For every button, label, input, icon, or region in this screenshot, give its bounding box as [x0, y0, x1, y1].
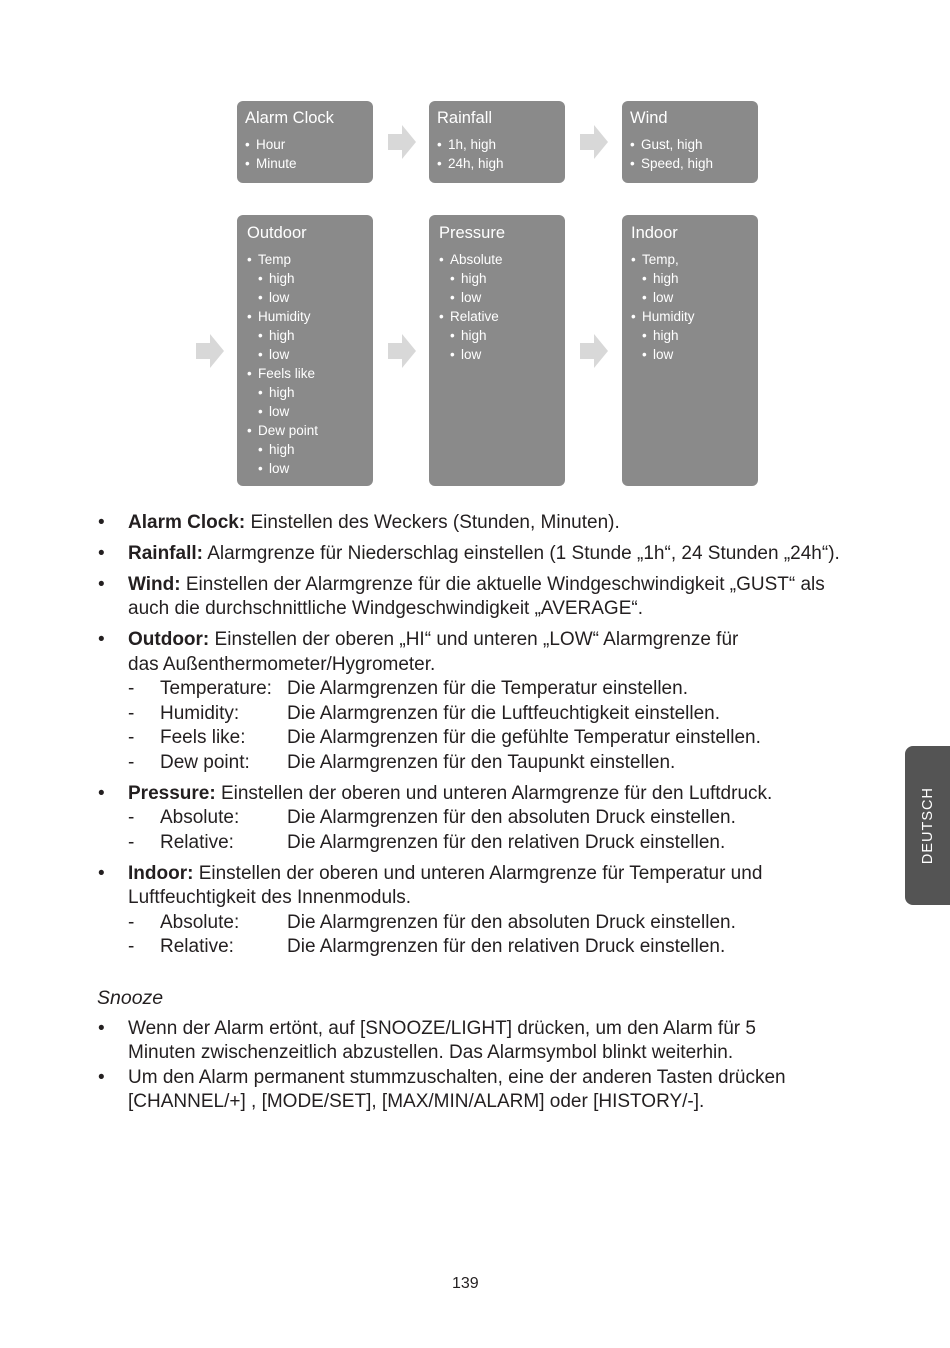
item-text: Einstellen der oberen und unteren Alarmgrenze für Temperatur und Luftfeuchtigkeit des Innenmoduls. [128, 862, 763, 909]
flow-box-item: • 24h, high [437, 154, 565, 173]
snooze-heading: Snooze [97, 987, 164, 1009]
flow-box-wind [622, 101, 758, 183]
language-side-tab [905, 746, 950, 905]
sub-item-text: Die Alarmgrenzen für die Temperatur einstellen. [287, 678, 688, 700]
flow-box-subitem: • high [247, 326, 373, 345]
flow-box-subitem: • low [631, 288, 758, 307]
list-item-pressure [128, 782, 898, 856]
list-item-wind [128, 573, 898, 622]
flow-box-item: • Relative [439, 307, 565, 326]
sub-item-label: Absolute: [160, 911, 240, 933]
flow-box-subitem: • low [439, 288, 565, 307]
arrow-right-icon [196, 334, 224, 368]
flow-box-item: • Temp [247, 250, 373, 269]
list-item-rainfall [128, 542, 898, 567]
sub-item-humidity [128, 702, 898, 727]
item-text: Einstellen der oberen „HI“ und unteren „LOW“ Alarmgrenze für das Außenthermometer/Hygrometer. [128, 628, 739, 675]
flow-box-subitem: • low [247, 345, 373, 364]
sub-item-text: Die Alarmgrenzen für die Luftfeuchtigkeit einstellen. [287, 702, 721, 724]
flow-box-subitem: • high [247, 269, 373, 288]
flow-box-item: • Humidity [247, 307, 373, 326]
sub-item-label: Absolute: [160, 807, 240, 829]
flow-box-item: • Hour [245, 135, 373, 154]
sub-item-relative [128, 831, 898, 856]
flow-box-subitem: • high [247, 440, 373, 459]
item-label: Wind: [128, 573, 181, 595]
item-label: Outdoor: [128, 628, 210, 650]
list-item-indoor [128, 862, 898, 960]
sub-item-text: Die Alarmgrenzen für den relativen Druck einstellen. [287, 936, 726, 958]
flow-box-title: Wind [630, 109, 668, 127]
page-number: 139 [452, 1275, 479, 1292]
sub-item-absolute [128, 911, 898, 936]
flow-box-subitem: • high [439, 269, 565, 288]
item-label: Pressure: [128, 782, 216, 804]
flow-box-subitem: • low [247, 402, 373, 421]
item-text: Alarmgrenze für Niederschlag einstellen (1 Stunde „1h“, 24 Stunden „24h“). [207, 542, 840, 564]
sub-item-relative [128, 935, 898, 960]
flow-box-item: • Temp, [631, 250, 758, 269]
sub-item-absolute [128, 806, 898, 831]
item-text: Einstellen der oberen und unteren Alarmgrenze für den Luftdruck. [220, 782, 773, 804]
list-item: • Um den Alarm permanent stummzuschalten, eine der anderen Tasten drücken [CHANNEL/+] , [MODE/SET], [MAX/MIN/ALARM] oder [HISTORY/-]. [128, 1066, 888, 1115]
sub-item-temperature [128, 677, 898, 702]
sub-item-label: Dew point: [160, 751, 250, 773]
sub-item-label: Feels like: [160, 727, 246, 749]
flow-box-alarm-clock [237, 101, 373, 183]
arrow-right-icon [580, 334, 608, 368]
flow-box-item: • Minute [245, 154, 373, 173]
flow-box-item: • Humidity [631, 307, 758, 326]
item-label: Indoor: [128, 862, 194, 884]
flow-box-subitem: • high [247, 383, 373, 402]
sub-item-text: Die Alarmgrenzen für den Taupunkt einstellen. [287, 751, 676, 773]
sub-item-text: Die Alarmgrenzen für den relativen Druck einstellen. [287, 831, 726, 853]
flow-box-title: Rainfall [437, 109, 493, 127]
flow-box-item: • Feels like [247, 364, 373, 383]
settings-description-list [128, 511, 898, 966]
flow-box-item: • Gust, high [630, 135, 758, 154]
flow-box-item: • Absolute [439, 250, 565, 269]
sub-item-text: Die Alarmgrenzen für die gefühlte Temperatur einstellen. [287, 727, 761, 749]
flow-box-title: Pressure [439, 224, 506, 242]
flow-box-subitem: • low [439, 345, 565, 364]
flow-box-rainfall [429, 101, 565, 183]
list-item: • Wenn der Alarm ertönt, auf [SNOOZE/LIGHT] drücken, um den Alarm für 5 Minuten zwischenzeitlich abzustellen. Das Alarmsymbol blinkt weiterhin. [128, 1017, 888, 1066]
arrow-right-icon [388, 125, 416, 159]
flow-box-item: • Dew point [247, 421, 373, 440]
snooze-list [128, 1017, 888, 1115]
flow-box-pressure [429, 215, 565, 486]
item-label: Rainfall: [128, 542, 203, 564]
arrow-right-icon [388, 334, 416, 368]
flow-box-subitem: • high [439, 326, 565, 345]
item-label: Alarm Clock: [128, 512, 246, 533]
sub-item-label: Relative: [160, 936, 234, 958]
flow-box-subitem: • low [631, 345, 758, 364]
sub-item-label: Relative: [160, 831, 234, 853]
sub-item-feels-like [128, 726, 898, 751]
flow-box-subitem: • high [631, 326, 758, 345]
flow-box-item: • 1h, high [437, 135, 565, 154]
list-item-outdoor [128, 628, 898, 776]
flow-box-outdoor [237, 215, 373, 486]
alarm-settings-flow-diagram [0, 0, 950, 500]
flow-box-title: Outdoor [247, 224, 307, 242]
flow-box-subitem: • high [631, 269, 758, 288]
item-text: Einstellen der Alarmgrenze für die aktuelle Windgeschwindigkeit „GUST“ als auch die durchschnittliche Windgeschwindigkeit „AVERAGE“. [128, 573, 825, 620]
item-text: Einstellen des Weckers (Stunden, Minuten). [250, 512, 620, 533]
flow-box-title: Alarm Clock [245, 109, 334, 127]
arrow-right-icon [580, 125, 608, 159]
flow-box-indoor [622, 215, 758, 486]
side-tab-label: DEUTSCH [919, 786, 936, 865]
list-item-alarm-clock [128, 511, 898, 536]
flow-box-item: • Speed, high [630, 154, 758, 173]
sub-item-label: Temperature: [160, 678, 272, 700]
sub-item-text: Die Alarmgrenzen für den absoluten Druck einstellen. [287, 807, 736, 829]
flow-box-subitem: • low [247, 288, 373, 307]
flow-box-subitem: • low [247, 459, 373, 478]
sub-item-text: Die Alarmgrenzen für den absoluten Druck einstellen. [287, 911, 736, 933]
sub-item-label: Humidity: [160, 702, 240, 724]
sub-item-dew-point [128, 751, 898, 776]
flow-box-title: Indoor [631, 224, 678, 242]
